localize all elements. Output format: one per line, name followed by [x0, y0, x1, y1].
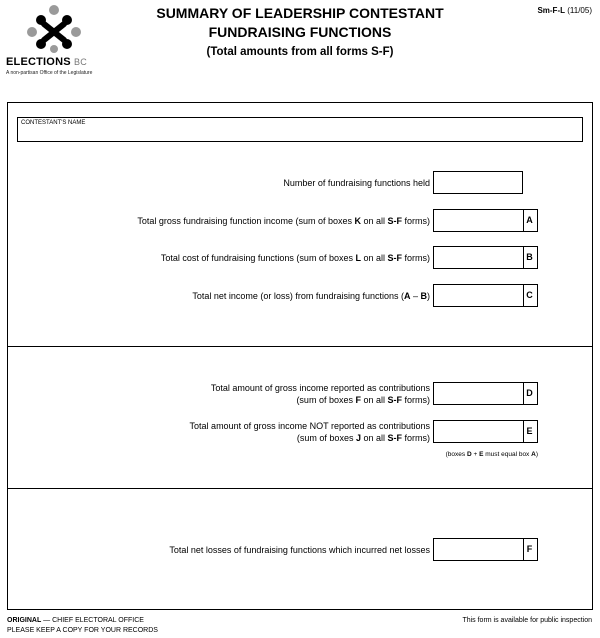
box-c-letter: C: [526, 290, 533, 300]
box-d-letter: D: [526, 388, 533, 398]
form-title-line1: SUMMARY OF LEADERSHIP CONTESTANT: [156, 5, 444, 21]
box-e-letter: E: [526, 426, 533, 436]
footer-original: ORIGINAL — CHIEF ELECTORAL OFFICE: [7, 617, 144, 624]
box-c-label: Total net income (or loss) from fundraising functions (A – B): [192, 291, 430, 301]
box-b: [433, 246, 538, 269]
contestant-name-label: CONTESTANT'S NAME: [21, 120, 86, 126]
contestant-name-field[interactable]: [17, 117, 583, 142]
box-f-letter: F: [526, 544, 533, 554]
functions-held-field[interactable]: [433, 171, 523, 194]
functions-held-label: Number of fundraising functions held: [283, 178, 430, 188]
box-f-input[interactable]: [434, 539, 524, 560]
box-e-label: Total amount of gross income NOT reported as contributions (sum of boxes J on all S-F forms): [189, 421, 430, 443]
box-f-label: Total net losses of fundraising functions which incurred net losses: [169, 545, 430, 555]
box-c-input[interactable]: [434, 285, 524, 306]
box-a-letter: A: [526, 215, 533, 225]
boxes-sum-note: (boxes D + E must equal box A): [445, 451, 538, 458]
box-a-input[interactable]: [434, 210, 524, 231]
box-f: [433, 538, 538, 561]
section-divider: [7, 346, 593, 347]
elections-bc-emblem-icon: [26, 4, 82, 54]
form-title-line2: FUNDRAISING FUNCTIONS: [208, 24, 392, 40]
box-e-input[interactable]: [434, 421, 524, 442]
footer-public-inspection: This form is available for public inspection: [462, 617, 592, 624]
box-d: [433, 382, 538, 405]
box-e: [433, 420, 538, 443]
box-b-letter: B: [526, 252, 533, 262]
box-a-label: Total gross fundraising function income (sum of boxes K on all S-F forms): [137, 216, 430, 226]
box-d-input[interactable]: [434, 383, 524, 404]
footer-keep-copy: PLEASE KEEP A COPY FOR YOUR RECORDS: [7, 627, 158, 634]
box-b-label: Total cost of fundraising functions (sum of boxes L on all S-F forms): [160, 253, 430, 263]
logo-wordmark: ELECTIONS BC: [6, 56, 87, 68]
box-c: [433, 284, 538, 307]
section-divider: [7, 488, 593, 489]
logo-tagline: A non-partisan Office of the Legislature: [6, 70, 93, 76]
box-a: [433, 209, 538, 232]
form-subtitle: (Total amounts from all forms S-F): [206, 46, 394, 58]
form-code: Sm-F-L (11/05): [537, 6, 592, 15]
box-d-label: Total amount of gross income reported as contributions (sum of boxes F on all S-F forms): [210, 383, 430, 405]
box-b-input[interactable]: [434, 247, 524, 268]
elections-bc-logo: [6, 4, 116, 74]
